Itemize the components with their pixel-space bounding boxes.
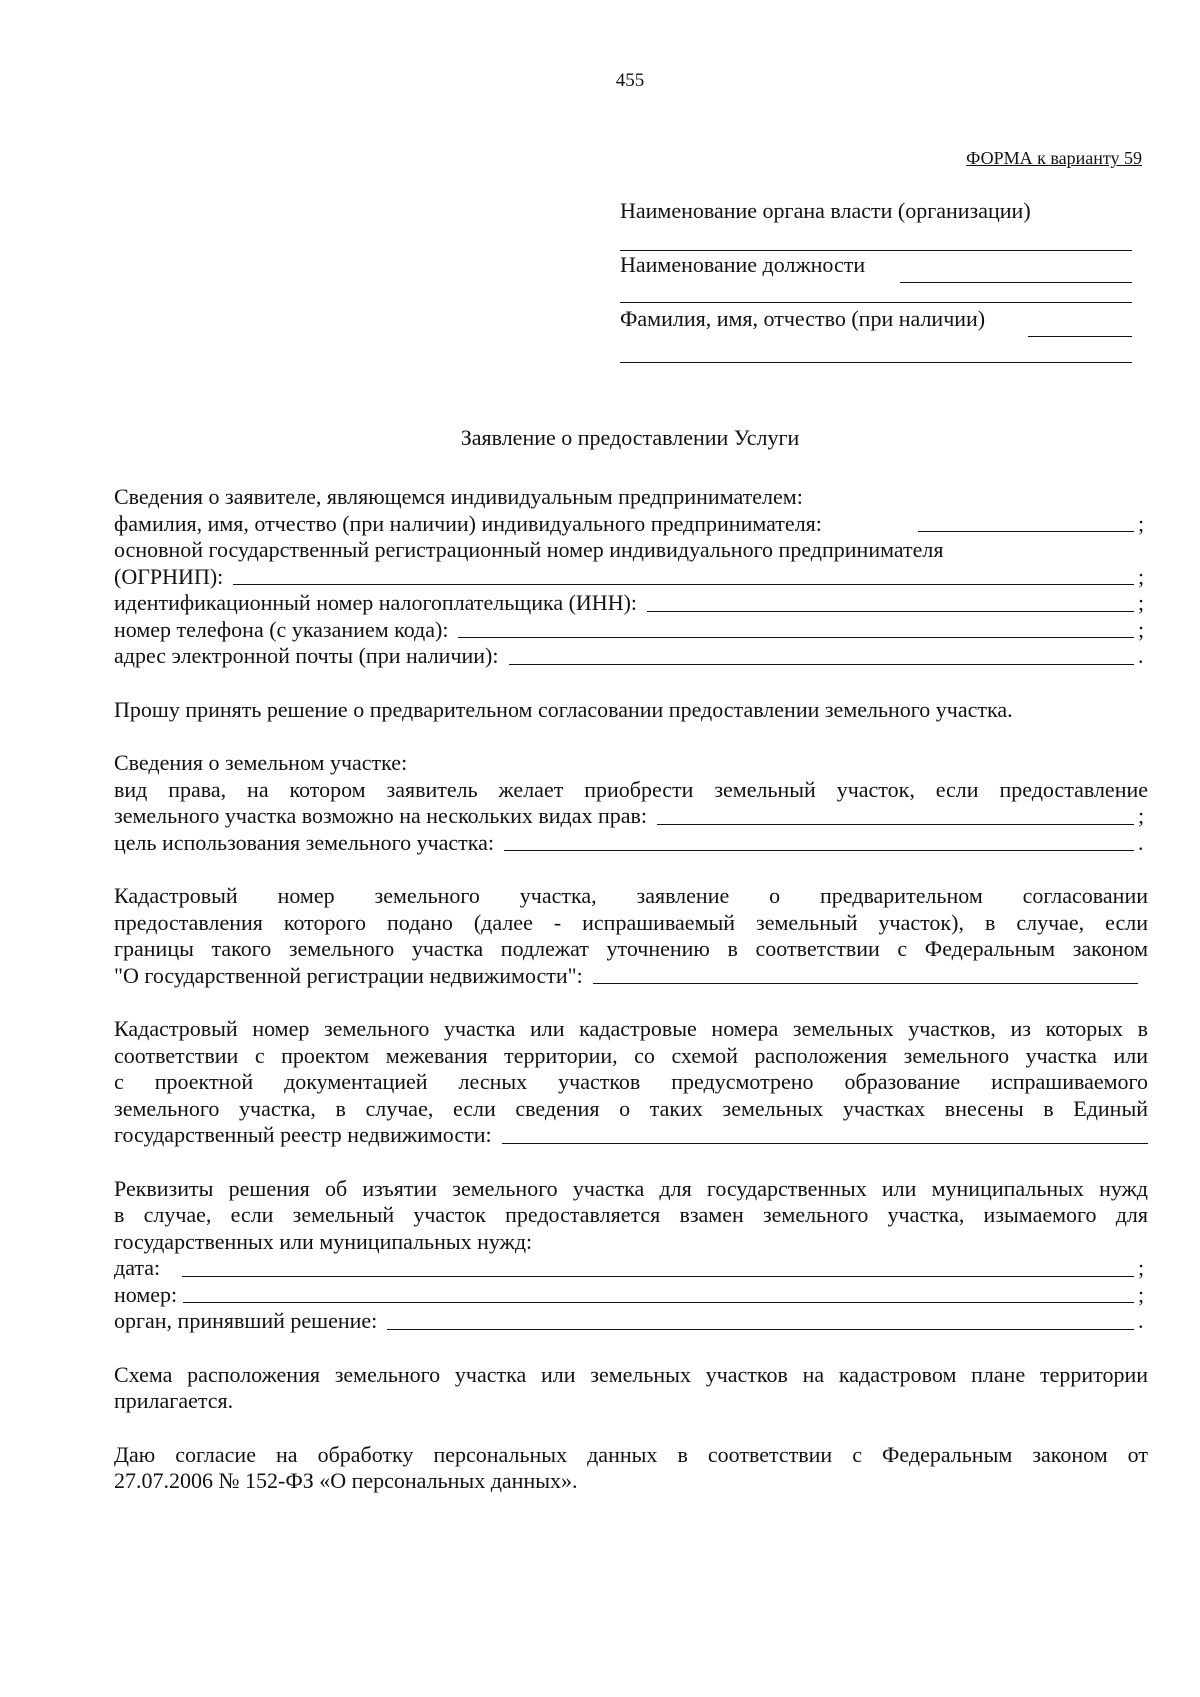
applicant-inn-row: идентификационный номер налогоплательщика (ИНН): ; bbox=[114, 590, 1145, 615]
seizure-body-field[interactable] bbox=[387, 1329, 1134, 1330]
cadastral-field[interactable] bbox=[593, 983, 1138, 984]
cadastral-line-2: предоставления которого подано (далее - испрашиваемый земельный участок), в случае, если bbox=[114, 909, 1148, 935]
seizure-body-row: орган, принявший решение: . bbox=[114, 1308, 1144, 1333]
seizure-line-1: Реквизиты решения об изъятии земельного участка для государственных или муниципальных нужд bbox=[114, 1175, 1148, 1201]
source-plots-line-3: с проектной документацией лесных участков предусмотрено образование испрашиваемого bbox=[114, 1069, 1148, 1094]
applicant-fio-field[interactable] bbox=[918, 531, 1134, 532]
seizure-number-row: номер: ; bbox=[114, 1281, 1145, 1307]
land-right-kind-field[interactable] bbox=[657, 824, 1134, 825]
seizure-line-2: в случае, если земельный участок предоставляется взамен земельного участка, изымаемого для bbox=[114, 1202, 1148, 1227]
consent-line-1: Даю согласие на обработку персональных данных в соответствии с Федеральным законом от bbox=[114, 1441, 1148, 1467]
applicant-fio-row: фамилия, имя, отчество (при наличии) индивидуального предпринимателя: ; bbox=[114, 510, 1145, 536]
land-right-kind-row: земельного участка возможно на нескольких видах прав: ; bbox=[114, 803, 1145, 828]
applicant-ogrnip-row: (ОГРНИП): ; bbox=[114, 563, 1145, 589]
source-plots-field[interactable] bbox=[502, 1143, 1148, 1144]
scheme-line-2: прилагается. bbox=[114, 1388, 234, 1413]
addressee-name-line[interactable] bbox=[620, 362, 1132, 363]
applicant-ogrnip-field[interactable] bbox=[233, 584, 1134, 585]
addressee-authority-line[interactable] bbox=[620, 250, 1132, 251]
addressee-position-label: Наименование должности bbox=[620, 252, 866, 277]
applicant-ogrnip-label: основной государственный регистрационный номер индивидуального предпринимателя bbox=[114, 537, 944, 562]
land-purpose-row: цель использования земельного участка: . bbox=[114, 829, 1144, 855]
consent-line-2: 27.07.2006 № 152-ФЗ «О персональных данных». bbox=[114, 1468, 578, 1493]
seizure-date-field[interactable] bbox=[182, 1276, 1134, 1277]
applicant-phone-field[interactable] bbox=[458, 637, 1134, 638]
applicant-inn-field[interactable] bbox=[647, 611, 1134, 612]
request-text: Прошу принять решение о предварительном согласовании предоставлении земельного участка. bbox=[114, 696, 1013, 722]
source-plots-line-1: Кадастровый номер земельного участка или кадастровые номера земельных участков, из которых в bbox=[114, 1016, 1148, 1041]
form-reference: ФОРМА к варианту 59 bbox=[966, 148, 1142, 168]
applicant-email-field[interactable] bbox=[509, 664, 1135, 665]
applicant-phone-row: номер телефона (с указанием кода): ; bbox=[114, 616, 1145, 642]
scheme-line-1: Схема расположения земельного участка или земельных участков на кадастровом плане территории bbox=[114, 1361, 1148, 1387]
document-title: Заявление о предоставлении Услуги bbox=[460, 425, 800, 450]
addressee-position-row bbox=[620, 252, 1132, 306]
addressee-position-line[interactable] bbox=[620, 302, 1132, 303]
seizure-line-3: государственных или муниципальных нужд: bbox=[114, 1228, 533, 1254]
addressee-authority-row bbox=[620, 198, 1132, 252]
source-plots-line-4: земельного участка, в случае, если сведения о таких земельных участках внесены в Единый bbox=[114, 1095, 1148, 1121]
cadastral-line-1: Кадастровый номер земельного участка, заявление о предварительном согласовании bbox=[114, 883, 1148, 908]
applicant-heading: Сведения о заявителе, являющемся индивидуальным предпринимателем: bbox=[114, 484, 803, 509]
applicant-email-row: адрес электронной почты (при наличии): . bbox=[114, 643, 1144, 668]
cadastral-row: "О государственной регистрации недвижимости": bbox=[114, 963, 1148, 990]
land-purpose-field[interactable] bbox=[504, 850, 1134, 851]
source-plots-line-2: соответствии с проектом межевания территории, со схемой расположения земельного участка или bbox=[114, 1042, 1148, 1068]
addressee-name-label: Фамилия, имя, отчество (при наличии) bbox=[620, 306, 986, 331]
seizure-date-row: дата: ; bbox=[114, 1255, 1145, 1280]
addressee-block bbox=[620, 198, 1132, 360]
cadastral-line-3: границы такого земельного участка подлежат уточнению в соответствии с Федеральным законом bbox=[114, 936, 1148, 961]
land-heading: Сведения о земельном участке: bbox=[114, 750, 408, 775]
seizure-number-field[interactable] bbox=[183, 1302, 1134, 1303]
document-body bbox=[114, 484, 1148, 1495]
addressee-name-field[interactable] bbox=[1028, 336, 1132, 337]
page-number: 455 bbox=[615, 70, 645, 91]
land-right-kind-text: вид права, на котором заявитель желает приобрести земельный участок, если предоставление bbox=[114, 776, 1148, 802]
source-plots-row: государственный реестр недвижимости: bbox=[114, 1122, 1148, 1149]
addressee-name-row bbox=[620, 306, 1132, 360]
addressee-position-field[interactable] bbox=[900, 282, 1132, 283]
addressee-authority-label: Наименование органа власти (организации) bbox=[620, 198, 1031, 223]
